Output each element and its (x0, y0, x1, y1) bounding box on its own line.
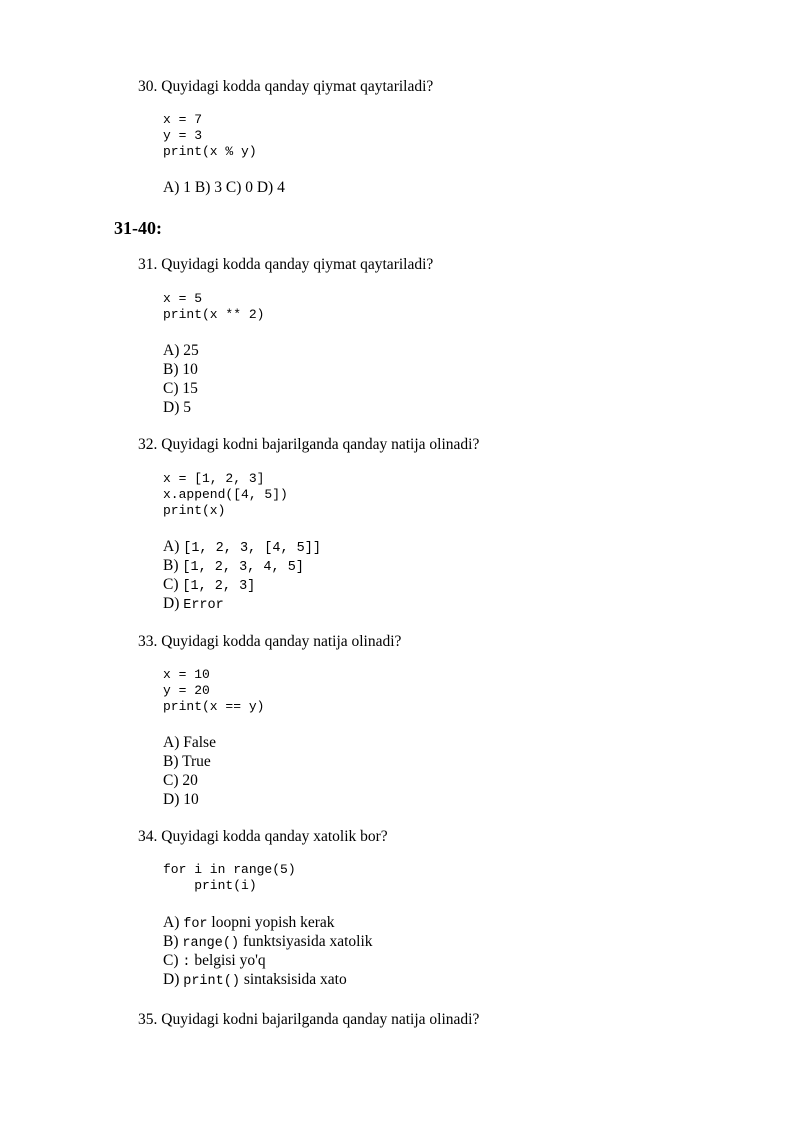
question-32-option-c (163, 575, 321, 594)
question-30-options-line: A) 1 B) 3 C) 0 D) 4 (163, 179, 285, 196)
question-32-option-d (163, 594, 321, 613)
option-letter: D) (163, 595, 180, 612)
option-code: print() (183, 974, 240, 989)
option-letter: C) (163, 952, 179, 969)
option-text: loopni yopish kerak (211, 914, 335, 931)
option-letter: D) (163, 971, 180, 988)
question-34-option-b (163, 932, 373, 951)
question-34-options (163, 913, 373, 989)
question-32-option-a (163, 537, 321, 556)
question-34-option-c (163, 951, 373, 970)
question-34-code: for i in range(5) print(i) (163, 862, 296, 893)
question-31-text: 31. Quyidagi kodda qanday qiymat qaytariladi? (138, 256, 434, 273)
option-letter: C) (163, 576, 179, 593)
option-code: [1, 2, 3] (182, 579, 256, 594)
option-code: range() (182, 936, 240, 951)
question-32-option-b (163, 556, 321, 575)
option-code: : (182, 955, 191, 970)
question-33-option-b: B) True (163, 753, 211, 770)
question-32-text: 32. Quyidagi kodni bajarilganda qanday natija olinadi? (138, 436, 480, 453)
option-letter: A) (163, 914, 180, 931)
question-35-text: 35. Quyidagi kodni bajarilganda qanday natija olinadi? (138, 1011, 480, 1028)
question-34-option-a (163, 913, 373, 932)
question-31-code: x = 5 print(x ** 2) (163, 291, 265, 322)
question-31-option-c: C) 15 (163, 380, 198, 397)
section-heading: 31-40: (114, 218, 162, 238)
question-31-options (163, 341, 199, 417)
question-31-option-b: B) 10 (163, 361, 198, 378)
question-33-option-a: A) False (163, 734, 216, 751)
option-text: funktsiyasida xatolik (242, 933, 373, 950)
option-text: belgisi yo'q (194, 952, 266, 969)
question-33-option-c: C) 20 (163, 772, 198, 789)
option-code: Error (183, 598, 224, 613)
question-32-code: x = [1, 2, 3] x.append([4, 5]) print(x) (163, 471, 288, 518)
option-letter: A) (163, 538, 180, 555)
question-31-option-a: A) 25 (163, 342, 199, 359)
question-31-option-d: D) 5 (163, 399, 191, 416)
option-letter: B) (163, 557, 179, 574)
question-30-text: 30. Quyidagi kodda qanday qiymat qaytariladi? (138, 78, 434, 95)
question-33-code: x = 10 y = 20 print(x == y) (163, 667, 265, 714)
option-code: [1, 2, 3, 4, 5] (182, 560, 304, 575)
question-33-option-d: D) 10 (163, 791, 199, 808)
option-letter: B) (163, 933, 179, 950)
question-33-options (163, 733, 216, 809)
option-code: for (183, 917, 208, 932)
question-30-code: x = 7 y = 3 print(x % y) (163, 112, 257, 159)
question-34-option-d (163, 970, 373, 989)
question-32-options (163, 537, 321, 613)
option-code: [1, 2, 3, [4, 5]] (183, 541, 321, 556)
question-30-options (163, 178, 285, 197)
option-text: sintaksisida xato (243, 971, 347, 988)
question-33-text: 33. Quyidagi kodda qanday natija olinadi? (138, 633, 402, 650)
question-34-text: 34. Quyidagi kodda qanday xatolik bor? (138, 828, 388, 845)
